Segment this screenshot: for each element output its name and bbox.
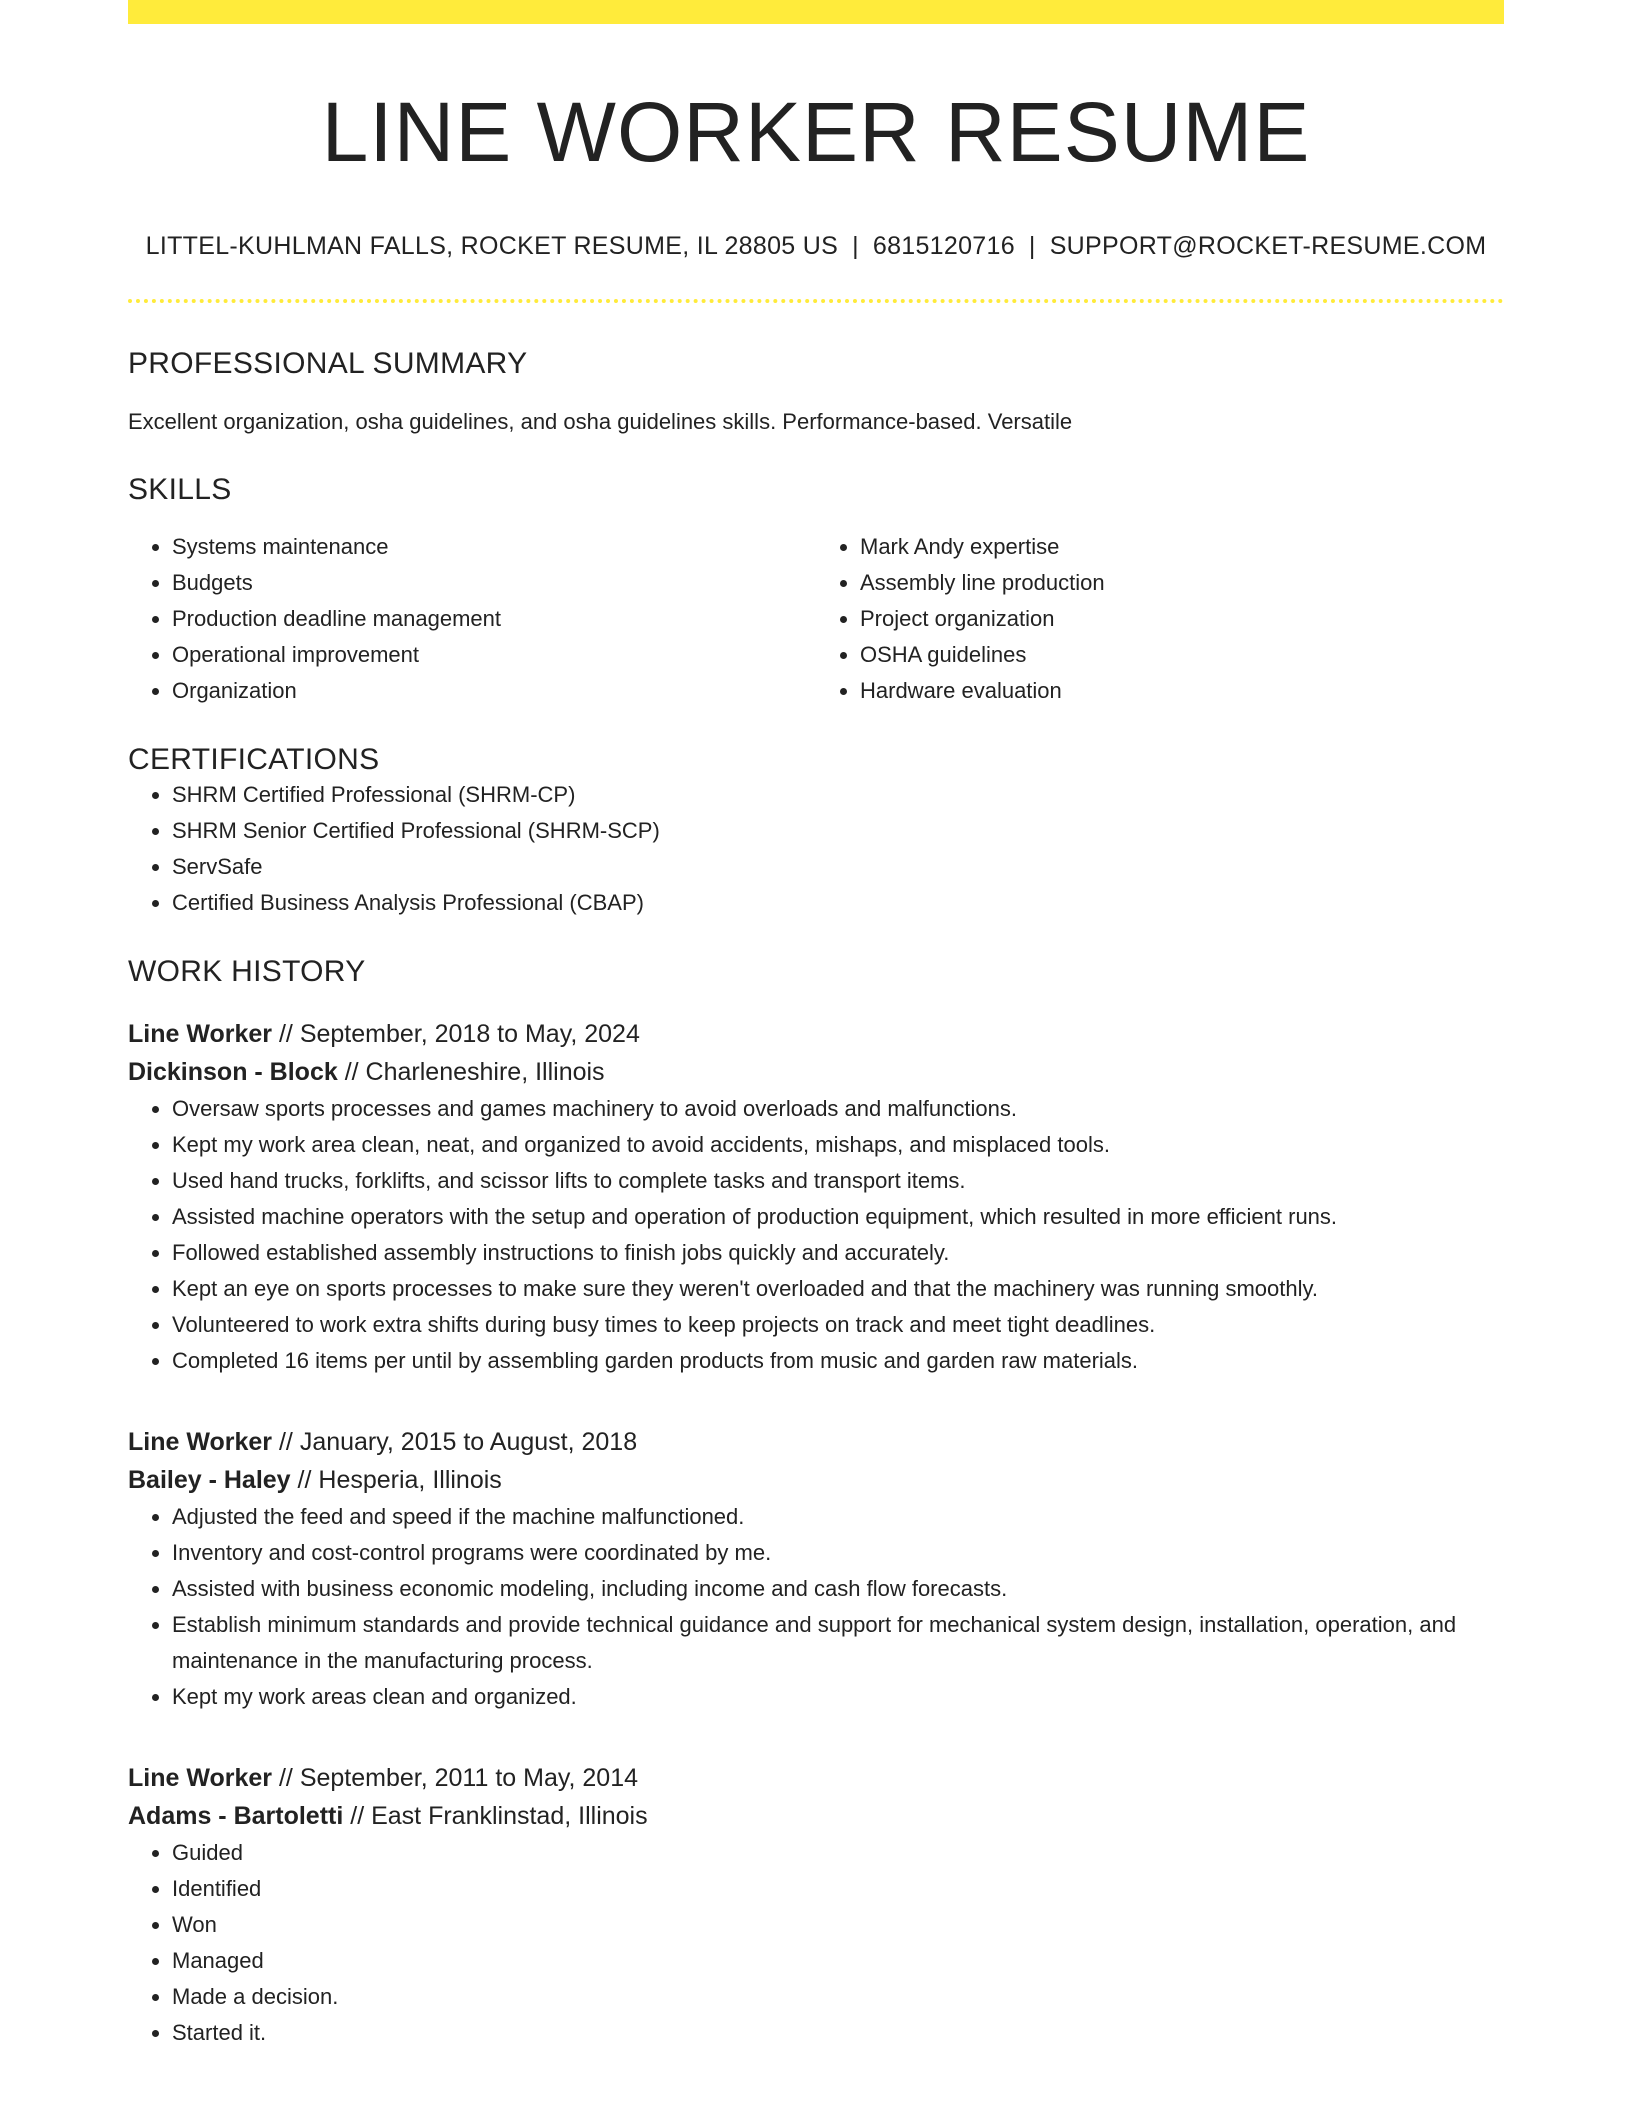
- job-entry: [128, 1423, 1504, 1715]
- job-duty: • Volunteered to work extra shifts during busy times to keep projects on track and meet tight deadlines.: [172, 1307, 1504, 1343]
- job-dates: // September, 2018 to May, 2024: [278, 1020, 640, 1049]
- job-role-line: [128, 1015, 1504, 1053]
- job-company-line: [128, 1797, 1504, 1835]
- skill-item: • Budgets: [172, 565, 816, 601]
- contact-email[interactable]: SUPPORT@ROCKET-RESUME.COM: [1049, 232, 1487, 261]
- job-duty: • Completed 16 items per until by assembling garden products from music and garden raw materials.: [172, 1343, 1504, 1379]
- skill-item: • OSHA guidelines: [860, 637, 1504, 673]
- job-duties-list: [128, 1091, 1504, 1379]
- job-duty: • Started it.: [172, 2015, 1504, 2051]
- job-role: Line Worker: [128, 1020, 273, 1049]
- job-duty: • Managed: [172, 1943, 1504, 1979]
- job-duties-list: [128, 1835, 1504, 2051]
- job-company-line: [128, 1461, 1504, 1499]
- skill-item: • Hardware evaluation: [860, 673, 1504, 709]
- accent-bar: [128, 0, 1504, 24]
- skill-item: • Systems maintenance: [172, 529, 816, 565]
- contact-address: LITTEL-KUHLMAN FALLS, ROCKET RESUME, IL 28805 US: [145, 232, 839, 261]
- job-role: Line Worker: [128, 1764, 273, 1793]
- job-duty: • Establish minimum standards and provide technical guidance and support for mechanical system design, installation, operation, and maintenance in the manufacturing process.: [172, 1607, 1504, 1679]
- job-duty: • Identified: [172, 1871, 1504, 1907]
- section-title-certifications: CERTIFICATIONS: [128, 743, 380, 777]
- job-entry: [128, 1015, 1504, 1379]
- skill-item: • Organization: [172, 673, 816, 709]
- summary-text: Excellent organization, osha guidelines, and osha guidelines skills. Performance-based. Versatile: [128, 409, 1073, 435]
- job-location: // Charleneshire, Illinois: [344, 1058, 605, 1087]
- skill-item: • Mark Andy expertise: [860, 529, 1504, 565]
- certifications-list: [128, 777, 1504, 921]
- job-entry: [128, 1759, 1504, 2051]
- job-duty: • Followed established assembly instructions to finish jobs quickly and accurately.: [172, 1235, 1504, 1271]
- job-duty: • Oversaw sports processes and games machinery to avoid overloads and malfunctions.: [172, 1091, 1504, 1127]
- certification-item: • SHRM Senior Certified Professional (SHRM-SCP): [172, 813, 1504, 849]
- contact-separator: |: [1028, 232, 1036, 261]
- job-role-line: [128, 1759, 1504, 1797]
- certification-item: • SHRM Certified Professional (SHRM-CP): [172, 777, 1504, 813]
- contact-separator: |: [852, 232, 859, 261]
- skill-item: • Project organization: [860, 601, 1504, 637]
- skill-item: • Production deadline management: [172, 601, 816, 637]
- job-duty: • Guided: [172, 1835, 1504, 1871]
- resume-page: [128, 0, 1504, 2051]
- resume-title: LINE WORKER RESUME: [321, 85, 1311, 179]
- job-duty: • Won: [172, 1907, 1504, 1943]
- skills-grid: [128, 529, 1504, 709]
- job-duty: • Made a decision.: [172, 1979, 1504, 2015]
- job-duty: • Inventory and cost-control programs were coordinated by me.: [172, 1535, 1504, 1571]
- skill-item: • Assembly line production: [860, 565, 1504, 601]
- job-company: Bailey - Haley: [128, 1466, 291, 1495]
- job-duty: • Kept an eye on sports processes to make sure they weren't overloaded and that the machinery was running smoothly.: [172, 1271, 1504, 1307]
- job-company: Adams - Bartoletti: [128, 1802, 344, 1831]
- job-dates: // September, 2011 to May, 2014: [278, 1764, 639, 1793]
- section-title-summary: PROFESSIONAL SUMMARY: [128, 347, 528, 381]
- job-company-line: [128, 1053, 1504, 1091]
- certification-item: • Certified Business Analysis Professional (CBAP): [172, 885, 1504, 921]
- certification-item: • ServSafe: [172, 849, 1504, 885]
- job-role: Line Worker: [128, 1428, 273, 1457]
- dotted-divider: [128, 299, 1504, 303]
- section-title-work-history: WORK HISTORY: [128, 955, 366, 989]
- contact-phone[interactable]: 6815120716: [872, 232, 1015, 261]
- job-dates: // January, 2015 to August, 2018: [278, 1428, 638, 1457]
- job-duty: • Kept my work areas clean and organized.: [172, 1679, 1504, 1715]
- job-duties-list: [128, 1499, 1504, 1715]
- job-location: // East Franklinstad, Illinois: [350, 1802, 648, 1831]
- job-duty: • Assisted with business economic modeling, including income and cash flow forecasts.: [172, 1571, 1504, 1607]
- skill-item: • Operational improvement: [172, 637, 816, 673]
- job-role-line: [128, 1423, 1504, 1461]
- job-duty: • Assisted machine operators with the setup and operation of production equipment, which resulted in more efficient runs.: [172, 1199, 1504, 1235]
- job-duty: • Used hand trucks, forklifts, and scissor lifts to complete tasks and transport items.: [172, 1163, 1504, 1199]
- skills-list-left: [128, 529, 816, 709]
- job-company: Dickinson - Block: [128, 1058, 338, 1087]
- section-title-skills: SKILLS: [128, 473, 232, 507]
- job-duty: • Kept my work area clean, neat, and organized to avoid accidents, mishaps, and misplaced tools.: [172, 1127, 1504, 1163]
- skills-list-right: [816, 529, 1504, 709]
- contact-line: [128, 232, 1504, 261]
- job-location: // Hesperia, Illinois: [297, 1466, 502, 1495]
- job-duty: • Adjusted the feed and speed if the machine malfunctioned.: [172, 1499, 1504, 1535]
